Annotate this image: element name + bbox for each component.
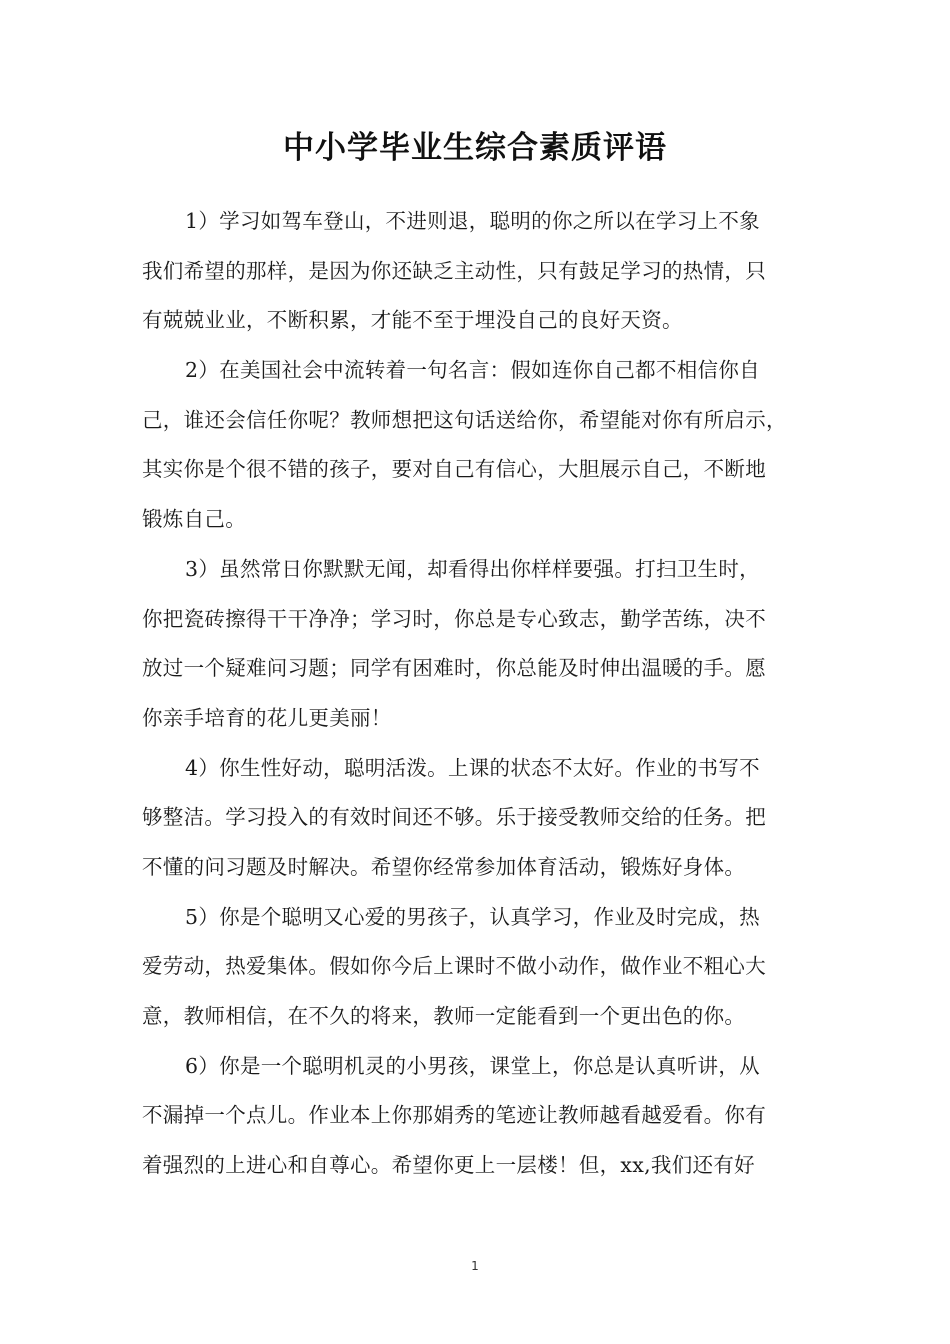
text-line: 你亲手培育的花儿更美丽！ bbox=[142, 705, 392, 730]
page-number: 1 bbox=[471, 1259, 479, 1273]
text-line: 5）你是个聪明又心爱的男孩子，认真学习，作业及时完成，热 bbox=[185, 904, 760, 929]
text-line: 3）虽然常日你默默无闻，却看得出你样样要强。打扫卫生时， bbox=[185, 556, 760, 581]
text-line: 你把瓷砖擦得干干净净；学习时，你总是专心致志，勤学苦练，决不 bbox=[142, 606, 766, 631]
text-line: 够整洁。学习投入的有效时间还不够。乐于接受教师交给的任务。把 bbox=[142, 805, 766, 830]
text-line: 1）学习如驾车登山，不进则退，聪明的你之所以在学习上不象 bbox=[185, 209, 760, 233]
text-line: 锻炼自己。 bbox=[142, 507, 246, 532]
document-title: 中小学毕业生综合素质评语 bbox=[283, 130, 667, 166]
text-line: 6）你是一个聪明机灵的小男孩，课堂上，你总是认真听讲，从 bbox=[185, 1053, 760, 1078]
text-line: 着强烈的上进心和自尊心。希望你更上一层楼！但，xx,我们还有好 bbox=[142, 1153, 755, 1178]
text-line: 意，教师相信，在不久的将来，教师一定能看到一个更出色的你。 bbox=[142, 1004, 746, 1028]
text-line: 不懂的问习题及时解决。希望你经常参加体育活动，锻炼好身体。 bbox=[142, 854, 746, 879]
document-body bbox=[142, 197, 822, 1191]
text-line: 2）在美国社会中流转着一句名言：假如连你自己都不相信你自 bbox=[185, 358, 760, 383]
text-line: 有兢兢业业，不断积累，才能不至于埋没自己的良好天资。 bbox=[142, 308, 683, 333]
text-line: 我们希望的那样，是因为你还缺乏主动性，只有鼓足学习的热情，只 bbox=[142, 258, 766, 283]
text-line: 其实你是个很不错的孩子，要对自己有信心，大胆展示自己，不断地 bbox=[142, 457, 766, 482]
text-line: 不漏掉一个点儿。作业本上你那娟秀的笔迹让教师越看越爱看。你有 bbox=[142, 1103, 766, 1128]
text-line: 4）你生性好动，聪明活泼。上课的状态不太好。作业的书写不 bbox=[185, 755, 760, 780]
text-line: 放过一个疑难问习题；同学有困难时，你总能及时伸出温暖的手。愿 bbox=[142, 656, 766, 681]
text-line: 己，谁还会信任你呢？教师想把这句话送给你，希望能对你有所启示， bbox=[142, 407, 787, 432]
text-line: 爱劳动，热爱集体。假如你今后上课时不做小动作，做作业不粗心大 bbox=[142, 954, 766, 979]
